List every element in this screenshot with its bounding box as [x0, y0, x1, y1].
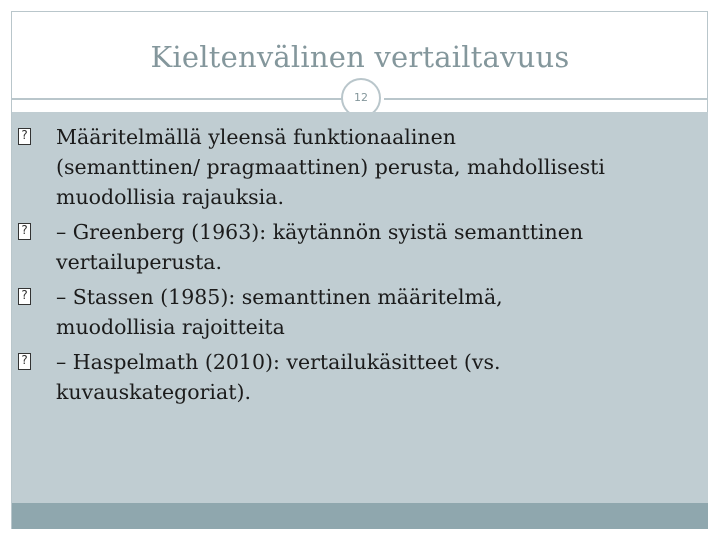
missing-glyph-icon [18, 223, 31, 240]
missing-glyph-icon [18, 353, 31, 370]
bullet-item [16, 122, 696, 212]
bullet-line: kuvauskategoriat). [56, 380, 251, 404]
missing-glyph-icon [18, 128, 31, 145]
bullet-line: – Stassen (1985): semanttinen määritelmä, [56, 285, 503, 309]
bullet-line: (semanttinen/ pragmaattinen) perusta, mahdollisesti [56, 155, 605, 179]
footer-bar [12, 503, 708, 529]
bullet-line: muodollisia rajauksia. [56, 185, 284, 209]
bullet-item [16, 347, 696, 407]
missing-glyph-icon [18, 288, 31, 305]
title-rule-right [384, 98, 708, 100]
bullet-line: – Greenberg (1963): käytännön syistä semanttinen [56, 220, 584, 244]
bullet-line: – Haspelmath (2010): vertailukäsitteet (vs. [56, 350, 501, 374]
slide-title: Kieltenvälinen vertailtavuus [150, 40, 570, 74]
title-rule-left [12, 98, 342, 100]
bullet-item [16, 282, 696, 342]
bullet-item [16, 217, 696, 277]
bullet-line: muodollisia rajoitteita [56, 315, 285, 339]
bullet-list [16, 122, 696, 412]
slide-number-badge: 12 [341, 78, 381, 118]
bullet-line: vertailuperusta. [56, 250, 223, 274]
bullet-line: Määritelmällä yleensä funktionaalinen [56, 125, 456, 149]
